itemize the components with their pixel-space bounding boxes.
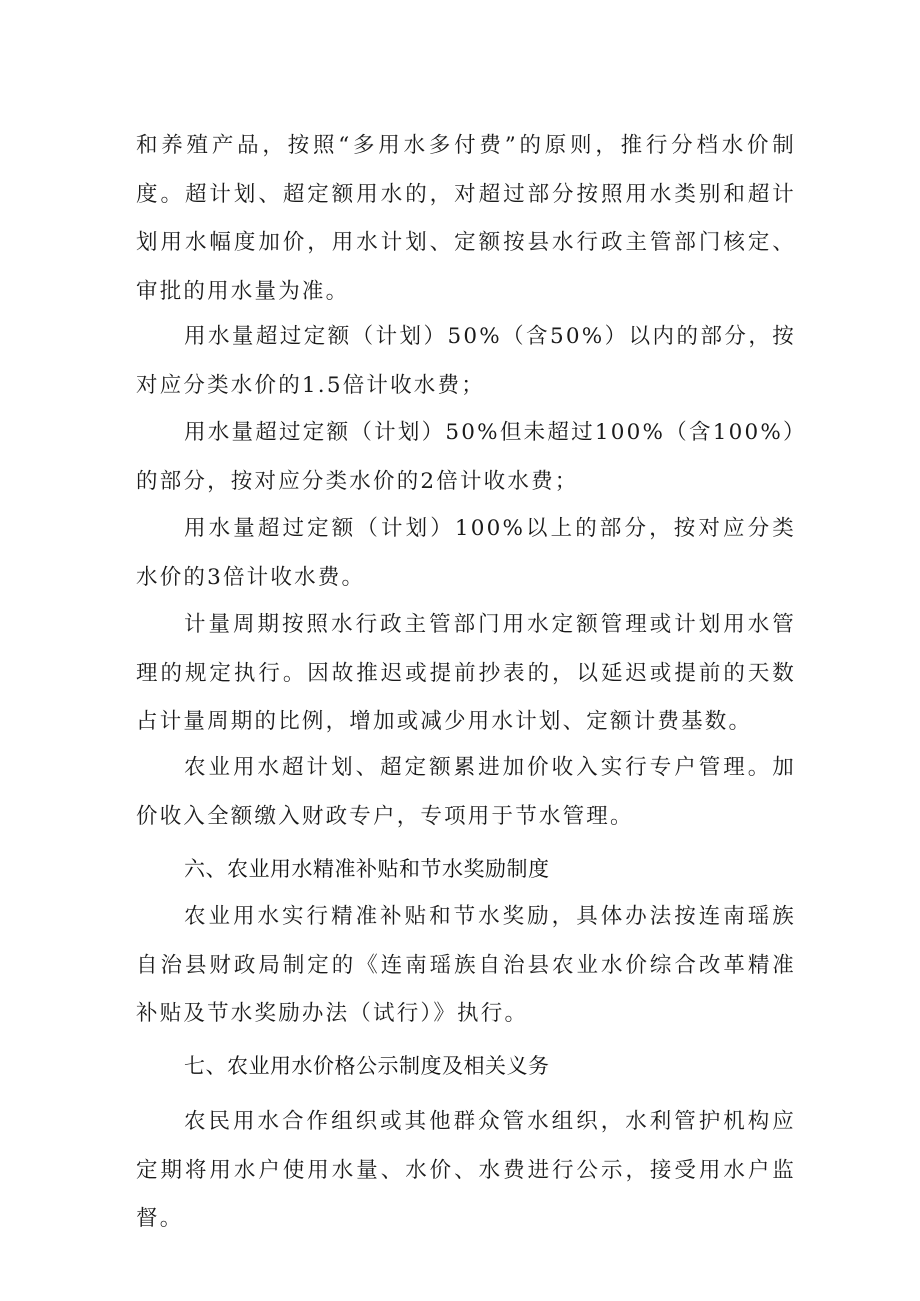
paragraph-price-publicity: 农民用水合作组织或其他群众管水组织，水利管护机构应定期将用水户使用水量、水价、水费进行公示，接受用水户监督。 bbox=[136, 1109, 796, 1231]
section-heading-7: 七、农业用水价格公示制度及相关义务 bbox=[184, 1054, 550, 1078]
paragraph-metering-period: 计量周期按照水行政主管部门用水定额管理或计划用水管理的规定执行。因故推迟或提前抄表的，以延迟或提前的天数占计量周期的比例，增加或减少用水计划、定额计费基数。 bbox=[136, 612, 796, 734]
paragraph-tier-3: 用水量超过定额（计划）100%以上的部分，按对应分类水价的3倍计收水费。 bbox=[136, 516, 796, 590]
paragraph-subsidy-reward: 农业用水实行精准补贴和节水奖励，具体办法按连南瑶族自治县财政局制定的《连南瑶族自治县农业水价综合改革精准补贴及节水奖励办法（试行）》执行。 bbox=[136, 904, 796, 1026]
paragraph-tier-2: 用水量超过定额（计划）50%但未超过100%（含100%）的部分，按对应分类水价的2倍计收水费； bbox=[136, 420, 796, 494]
section-heading-6: 六、农业用水精准补贴和节水奖励制度 bbox=[184, 857, 550, 881]
paragraph-surcharge-revenue: 农业用水超计划、超定额累进加价收入实行专户管理。加价收入全额缴入财政专户，专项用于节水管理。 bbox=[136, 755, 796, 829]
paragraph-tier-1: 用水量超过定额（计划）50%（含50%）以内的部分，按对应分类水价的1.5倍计收水费； bbox=[136, 324, 796, 398]
paragraph-tiered-pricing: 和养殖产品，按照“多用水多付费”的原则，推行分档水价制度。超计划、超定额用水的，对超过部分按照用水类别和超计划用水幅度加价，用水计划、定额按县水行政主管部门核定、审批的用水量为准。 bbox=[136, 133, 796, 304]
